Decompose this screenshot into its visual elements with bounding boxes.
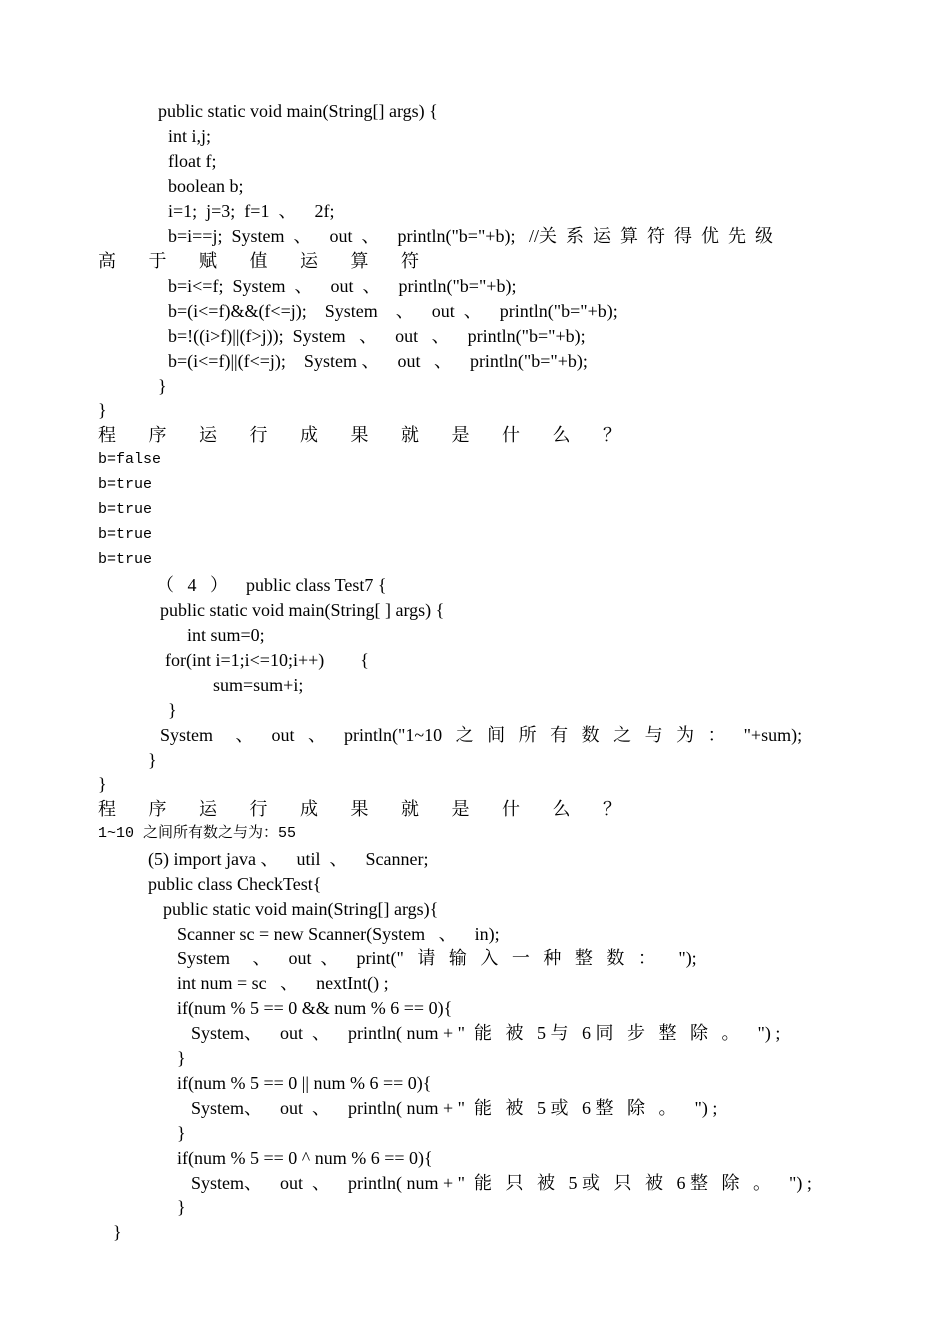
code-line: } <box>148 750 157 770</box>
code-line: int sum=0; <box>187 625 265 645</box>
code-line: } <box>158 376 167 396</box>
output-line: b=true <box>98 476 153 493</box>
code-line: （ 4 ） public class Test7 { <box>156 575 387 595</box>
code-line: public static void main(String[] args){ <box>163 899 439 919</box>
code-line: b=(i<=f)&&(f<=j); System 、 out 、 println("b="+b); <box>168 301 618 321</box>
code-line: System 、 out 、 print(" 请 输 入 一 种 整 数 ： "); <box>177 948 697 968</box>
comment-continuation: 高 于 赋 值 运 算 符 <box>98 251 433 271</box>
code-line: } <box>177 1197 186 1217</box>
code-line: float f; <box>168 151 217 171</box>
code-line: } <box>98 774 107 794</box>
code-line: sum=sum+i; <box>213 675 304 695</box>
code-line: int num = sc 、 nextInt() ; <box>177 973 389 993</box>
code-line: int i,j; <box>168 126 212 146</box>
code-line: b=i==j; System 、 out 、 println("b="+b); //关 系 运 算 符 得 优 先 级 <box>168 226 773 246</box>
code-line: System、 out 、 println( num + " 能 被 5 或 6 整 除 。 ") ; <box>191 1098 718 1118</box>
output-line: 1~10 之间所有数之与为：55 <box>98 825 297 842</box>
code-line: } <box>177 1048 186 1068</box>
question-heading: 程 序 运 行 成 果 就 是 什 么 ？ <box>98 799 635 819</box>
code-line: b=i<=f; System 、 out 、 println("b="+b); <box>168 276 517 296</box>
code-line: for(int i=1;i<=10;i++) { <box>165 650 369 670</box>
code-line: if(num % 5 == 0 ^ num % 6 == 0){ <box>177 1148 433 1168</box>
question-heading: 程 序 运 行 成 果 就 是 什 么 ？ <box>98 425 635 445</box>
code-line: Scanner sc = new Scanner(System 、 in); <box>177 924 500 944</box>
code-line: (5) import java 、 util 、 Scanner; <box>148 849 429 869</box>
output-line: b=false <box>98 451 162 468</box>
code-line: if(num % 5 == 0 && num % 6 == 0){ <box>177 998 453 1018</box>
code-line: System、 out 、 println( num + " 能 被 5 与 6 同 步 整 除 。 ") ; <box>191 1023 781 1043</box>
code-line: System、 out 、 println( num + " 能 只 被 5 或 只 被 6 整 除 。 ") ; <box>191 1173 812 1193</box>
code-line: b=(i<=f)||(f<=j); System 、 out 、 println("b="+b); <box>168 351 588 371</box>
code-line: boolean b; <box>168 176 244 196</box>
code-line: i=1; j=3; f=1 、 2f; <box>168 201 335 221</box>
code-line: public class CheckTest{ <box>148 874 322 894</box>
code-line: b=!((i>f)||(f>j)); System 、 out 、 println("b="+b); <box>168 326 586 346</box>
code-line: } <box>177 1123 186 1143</box>
code-line: public static void main(String[] args) { <box>158 101 438 121</box>
code-line: if(num % 5 == 0 || num % 6 == 0){ <box>177 1073 432 1093</box>
output-line: b=true <box>98 526 153 543</box>
output-line: b=true <box>98 501 153 518</box>
output-line: b=true <box>98 551 153 568</box>
code-line: public static void main(String[ ] args) { <box>160 600 445 620</box>
code-line: } <box>168 700 177 720</box>
code-line: System 、 out 、 println("1~10 之 间 所 有 数 之 与 为 ： "+sum); <box>160 725 803 745</box>
code-line: } <box>113 1222 122 1242</box>
code-line: } <box>98 400 107 420</box>
